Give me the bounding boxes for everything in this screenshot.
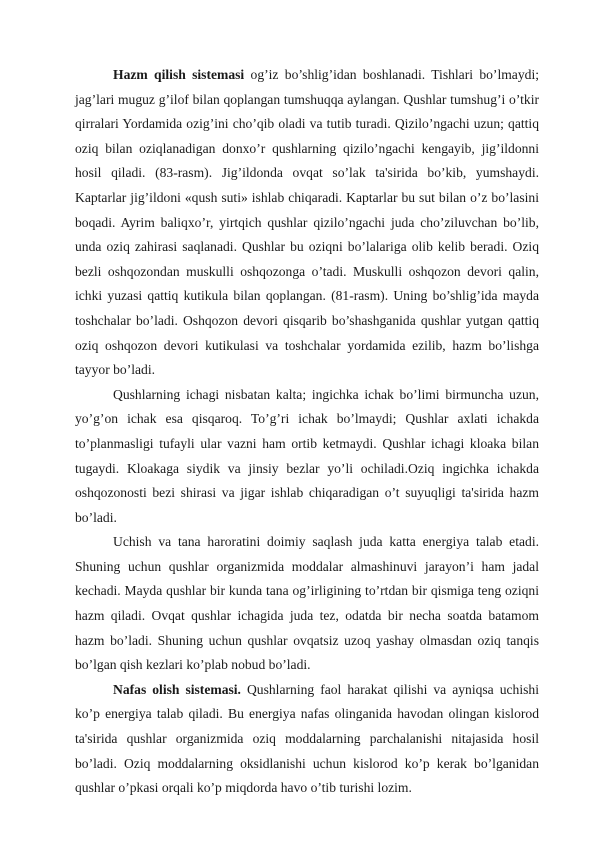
paragraph-digestive-system	[75, 63, 539, 383]
paragraph-text: Qushlarning ichagi nisbatan kalta; ingichka ichak bo’limi birmuncha uzun, yo’g’on ichak esa qisqaroq. To’g’ri ichak bo’lmaydi; Qushlar axlati ichakda to’planmasligi tufayli ular vazni ham ortib ketmaydi. Qushlar ichagi kloaka bilan tugaydi. Kloakaga siydik va jinsiy bezlar yo’li ochiladi.Oziq ingichka ichakda oshqozonosti bezi shirasi va jigar ishlab chiqaradigan o’t suyuqligi ta'sirida hazm bo’ladi.	[75, 386, 539, 525]
paragraph-metabolism	[75, 530, 539, 678]
paragraph-respiratory-system	[75, 678, 539, 801]
paragraph-text: Uchish va tana haroratini doimiy saqlash juda katta energiya talab etadi. Shuning uchun qushlar organizmida moddalar almashinuvi jarayon’i ham jadal kechadi. Mayda qushlar bir kunda tana og’irligining to’rtdan bir qismiga teng oziqni hazm qiladi. Ovqat qushlar ichagida juda tez, odatda bir necha soatda batamom hazm bo’ladi. Shuning uchun qushlar ovqatsiz uzoq yashay olmasdan oziq tanqis bo’lgan qish kezlari ko’plab nobud bo’ladi.	[75, 534, 539, 673]
paragraph-text: og’iz bo’shlig’idan boshlanadi. Tishlari bo’lmaydi; jag’lari muguz g’ilof bilan qoplangan tumshuqqa aylangan. Qushlar tumshug’i o’tkir qirralari Yordamida ozig’ini cho’qib oladi va tutib turadi. Qizilo’ngachi uzun; qattiq oziq bilan oziqlanadigan donxo’r qushlarning qizilo’ngachi kengayib, jig’ildonni hosil qiladi. (83-rasm). Jig’ildonda ovqat so’lak ta'sirida bo’kib, yumshaydi. Kaptarlar jig’ildoni «qush suti» ishlab chiqaradi. Kaptarlar bu sut bilan o’z bo’lasini boqadi. Ayrim baliqxo’r, yirtqich qushlar qizilo’ngachi juda cho’ziluvchan bo’lib, unda oziq zahirasi saqlanadi. Qushlar bu oziqni bo’lalariga olib kelib beradi. Oziq bezli oshqozondan muskulli oshqozonga o’tadi. Muskulli oshqozon devori qalin, ichki yuzasi qattiq kutikula bilan qoplangan. (81-rasm). Uning bo’shlig’ida mayda toshchalar bo’ladi. Oshqozon devori qisqarib bo’shashganida qushlar yutgan qattiq oziq oshqozon devori kutikulasi va toshchalar yordamida ezilib, hazm bo’lishga tayyor bo’ladi.	[75, 67, 539, 378]
section-heading-respiratory-system: Nafas olish sistemasi.	[113, 681, 241, 697]
paragraph-intestine	[75, 383, 539, 531]
document-body	[75, 63, 539, 801]
section-heading-digestive-system: Hazm qilish sistemasi	[113, 67, 245, 82]
paragraph-text: Qushlarning faol harakat qilishi va ayniqsa uchishi ko’p energiya talab qiladi. Bu energiya nafas olinganida havodan olingan kislorod ta'sirida qushlar organizmida oziq moddalarning parchalanishi nitajasida hosil bo’ladi. Oziq moddalarning oksidlanishi uchun kislorod ko’p kerak bo’lganidan qushlar o’pkasi orqali ko’p miqdorda havo o’tib turishi lozim.	[75, 681, 539, 796]
